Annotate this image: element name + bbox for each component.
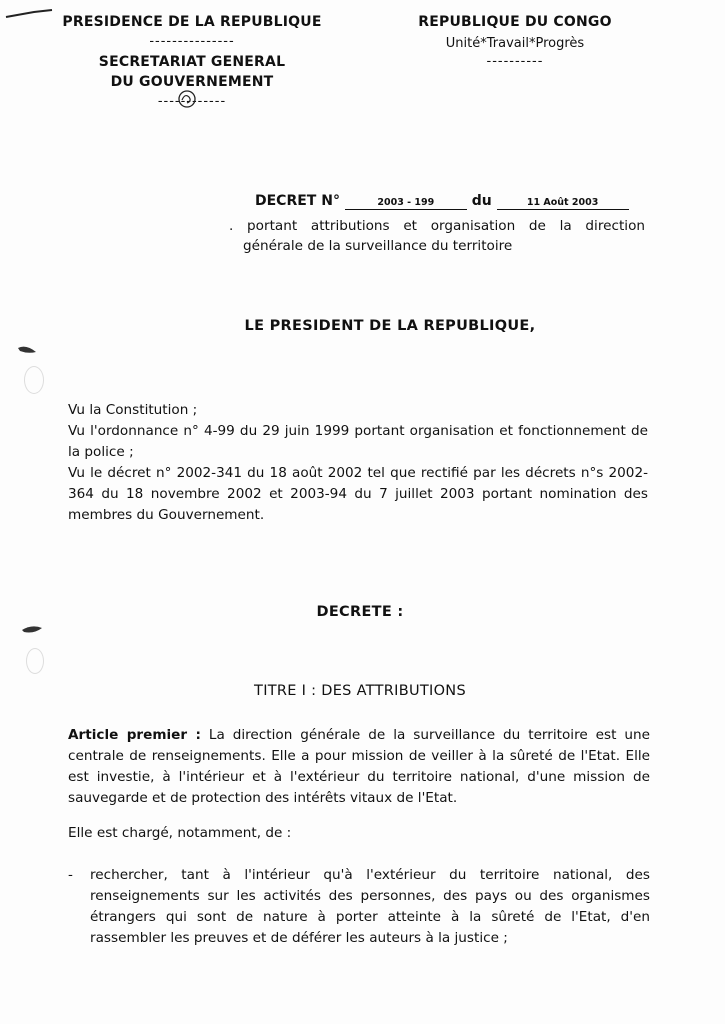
article-label: Article premier : xyxy=(68,727,201,743)
article-premier xyxy=(68,725,650,809)
titre-heading: TITRE I : DES ATTRIBUTIONS xyxy=(254,683,466,699)
seal-icon xyxy=(176,88,198,110)
header-divider: ------------ xyxy=(157,94,227,109)
decrete-heading: DECRETE : xyxy=(316,604,404,620)
decree-du: du xyxy=(471,193,492,209)
decree-date: 11 Août 2003 xyxy=(497,197,629,210)
decree-label: DECRET N° xyxy=(255,193,340,209)
decree-number: 2003 - 199 xyxy=(345,197,467,210)
header-divider: ---------- xyxy=(486,54,544,69)
bullet-symbol: - xyxy=(68,867,73,883)
punch-mark-icon xyxy=(16,342,40,358)
charge-line: Elle est chargé, notamment, de : xyxy=(68,825,292,841)
header-secretariat: SECRETARIAT GENERAL xyxy=(98,54,286,70)
header-gouvernement: DU GOUVERNEMENT xyxy=(110,74,274,90)
header-motto: Unité*Travail*Progrès xyxy=(445,36,585,51)
header-divider: --------------- xyxy=(149,34,235,49)
header-republique: REPUBLIQUE DU CONGO xyxy=(418,14,612,30)
punch-mark-icon xyxy=(20,622,44,638)
visa-ordonnance: Vu l'ordonnance n° 4-99 du 29 juin 1999 portant organisation et fonctionnement de la police ; xyxy=(68,423,648,460)
scan-mark-icon xyxy=(4,6,54,20)
visa-block xyxy=(68,400,648,526)
punch-hole-icon xyxy=(24,366,44,394)
decree-title-line: générale de la surveillance du territoire xyxy=(243,238,513,254)
decree-title xyxy=(229,216,645,256)
visa-decret: Vu le décret n° 2002-341 du 18 août 2002 tel que rectifié par les décrets n°s 2002-364 du 18 novembre 2002 et 2003-94 du 7 juillet 2003 portant nomination des membres du Gouvernement. xyxy=(68,465,648,523)
list-item xyxy=(68,865,650,949)
article-text: La direction générale de la surveillance du territoire est une centrale de renseignements. Elle a pour mission de veiller à la sûreté de l'Etat. Elle est investie, à l'intérieur et à l'extérieur du territoire national, d'une mission de sauvegarde et de protection des intérêts vitaux de l'Etat. xyxy=(68,727,651,806)
bullet-text: rechercher, tant à l'intérieur qu'à l'extérieur du territoire national, des renseignements sur les activités des personnes, des pays ou des organismes étrangers qui sont de nature à porter atteinte à la sûreté de l'Etat, d'en rassembler les preuves et de déférer les auteurs à la justice ; xyxy=(90,867,650,946)
decree-number-line xyxy=(255,193,629,210)
mission-list xyxy=(68,865,650,949)
decree-title-line: . portant attributions et organisation de la direction xyxy=(229,218,645,234)
header-presidence: PRESIDENCE DE LA REPUBLIQUE xyxy=(62,14,322,30)
president-heading: LE PRESIDENT DE LA REPUBLIQUE, xyxy=(244,318,536,334)
punch-hole-icon xyxy=(26,648,44,674)
visa-constitution: Vu la Constitution ; xyxy=(68,402,198,418)
